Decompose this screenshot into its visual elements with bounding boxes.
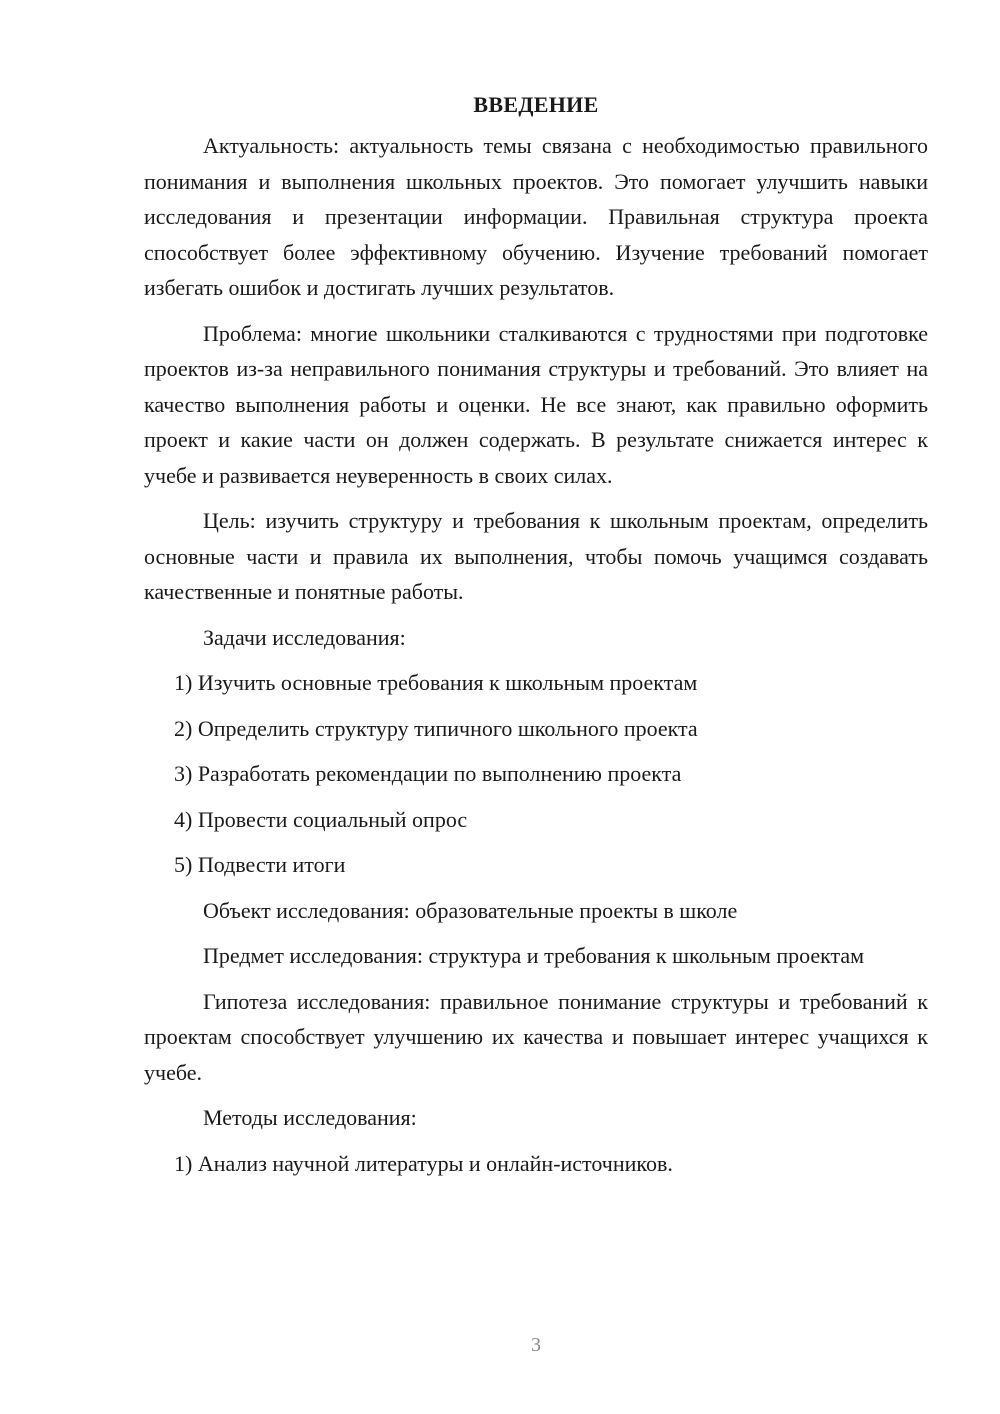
task-item-2: 2) Определить структуру типичного школьного проекта bbox=[174, 715, 698, 741]
page-title: ВВЕДЕНИЕ bbox=[473, 92, 599, 117]
research-hypothesis: Гипотеза исследования: правильное понимание структуры и требований к проектам способствует улучшению их качества и повышает интерес учащихся к учебе. bbox=[144, 988, 928, 1085]
task-item-3: 3) Разработать рекомендации по выполнению проекта bbox=[174, 761, 682, 786]
paragraph-relevance: Актуальность: актуальность темы связана с необходимостью правильного понимания и выполнения школьных проектов. Это помогает улучшить навыки исследования и презентации информации. Правильная структура проекта способствует более эффективному обучению. Изучение требований помогает избегать ошибок и достигать лучших результатов. bbox=[144, 133, 928, 300]
task-item-4: 4) Провести социальный опрос bbox=[174, 806, 468, 832]
document-page bbox=[144, 92, 928, 1191]
tasks-heading: Задачи исследования: bbox=[203, 624, 406, 650]
paragraph-problem: Проблема: многие школьники сталкиваются с трудностями при подготовке проектов из-за неправильного понимания структуры и требований. Это влияет на качество выполнения работы и оценки. Не все знают, как правильно оформить проект и какие части он должен содержать. В результате снижается интерес к учебе и развивается неуверенность в своих силах. bbox=[144, 320, 928, 488]
page-number: 3 bbox=[531, 1334, 541, 1356]
task-item-5: 5) Подвести итоги bbox=[174, 852, 346, 877]
method-item-1: 1) Анализ научной литературы и онлайн-источников. bbox=[174, 1150, 673, 1176]
paragraph-goal: Цель: изучить структуру и требования к школьным проектам, определить основные части и правила их выполнения, чтобы помочь учащимся создавать качественные и понятные работы. bbox=[144, 508, 928, 604]
methods-heading: Методы исследования: bbox=[203, 1105, 417, 1130]
research-object: Объект исследования: образовательные проекты в школе bbox=[203, 897, 738, 923]
research-subject: Предмет исследования: структура и требования к школьным проектам bbox=[203, 943, 865, 968]
task-item-1: 1) Изучить основные требования к школьным проектам bbox=[174, 670, 698, 695]
